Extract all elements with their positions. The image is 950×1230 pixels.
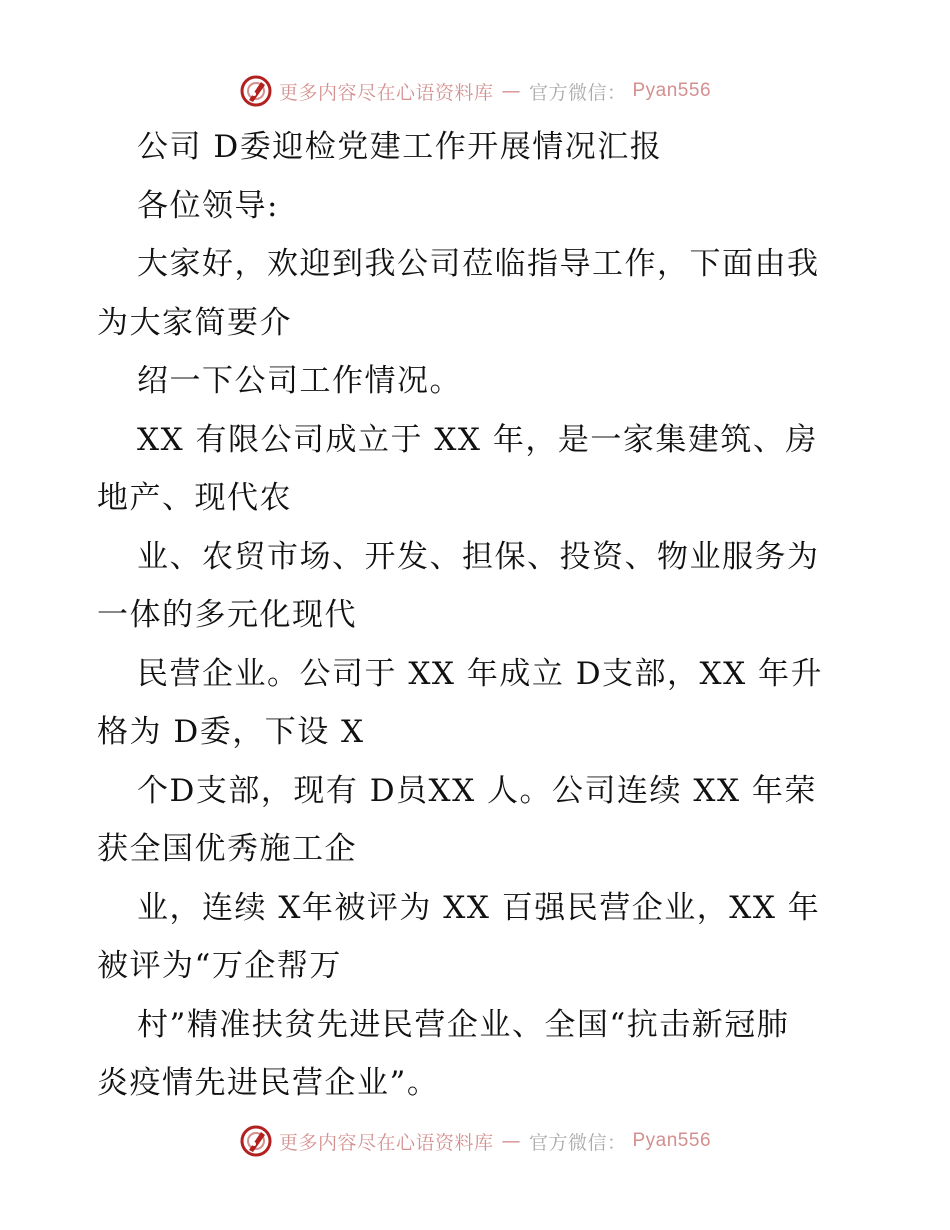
paragraph-line: 民营企业。公司于 XX 年成立 D支部，XX 年升 — [137, 655, 824, 692]
watermark-text: 更多内容尽在心语资料库 — [278, 1131, 494, 1154]
pen-nib-logo-icon — [239, 74, 273, 108]
paragraph-line: 炎疫情先进民营企业”。 — [97, 1065, 440, 1101]
paragraph-line: 业，连续 X年被评为 XX 百强民营企业，XX 年 — [137, 889, 821, 926]
paragraph-line: 绍一下公司工作情况。 — [137, 363, 462, 399]
salutation: 各位领导: — [137, 187, 279, 224]
watermark-dash: — — [501, 80, 521, 102]
paragraph-line: 个D支部，现有 D员XX 人。公司连续 XX 年荣 — [137, 772, 817, 809]
paragraph-line: 获全国优秀施工企 — [97, 831, 357, 867]
watermark-footer — [0, 1124, 950, 1158]
paragraph-line: 一体的多元化现代 — [97, 597, 357, 633]
paragraph-line: 业、农贸市场、开发、担保、投资、物业服务为 — [137, 538, 820, 575]
paragraph-line: XX 有限公司成立于 XX 年，是一家集建筑、房 — [137, 421, 818, 458]
watermark-text: 更多内容尽在心语资料库 — [278, 81, 494, 104]
paragraph-line: 村”精准扶贫先进民营企业、全国“抗击新冠肺 — [137, 1006, 790, 1043]
paragraph-line: 大家好，欢迎到我公司莅临指导工作，下面由我 — [137, 246, 820, 282]
watermark-label: 官方微信： — [528, 1131, 627, 1154]
watermark-dash: — — [501, 1130, 521, 1152]
watermark-header — [0, 74, 950, 108]
pen-nib-logo-icon — [239, 1124, 273, 1158]
watermark-wechat-id: Pyan556 — [632, 80, 712, 101]
paragraph-line: 地产、现代农 — [97, 480, 292, 516]
document-title: 公司 D委迎检党建工作开展情况汇报 — [137, 129, 663, 165]
watermark-label: 官方微信： — [528, 81, 627, 104]
watermark-wechat-id: Pyan556 — [632, 1130, 712, 1151]
paragraph-line: 为大家简要介 — [97, 304, 292, 341]
paragraph-line: 格为 D委，下设 X — [97, 714, 365, 750]
document-body — [97, 118, 857, 1113]
paragraph-line: 被评为“万企帮万 — [97, 948, 342, 984]
